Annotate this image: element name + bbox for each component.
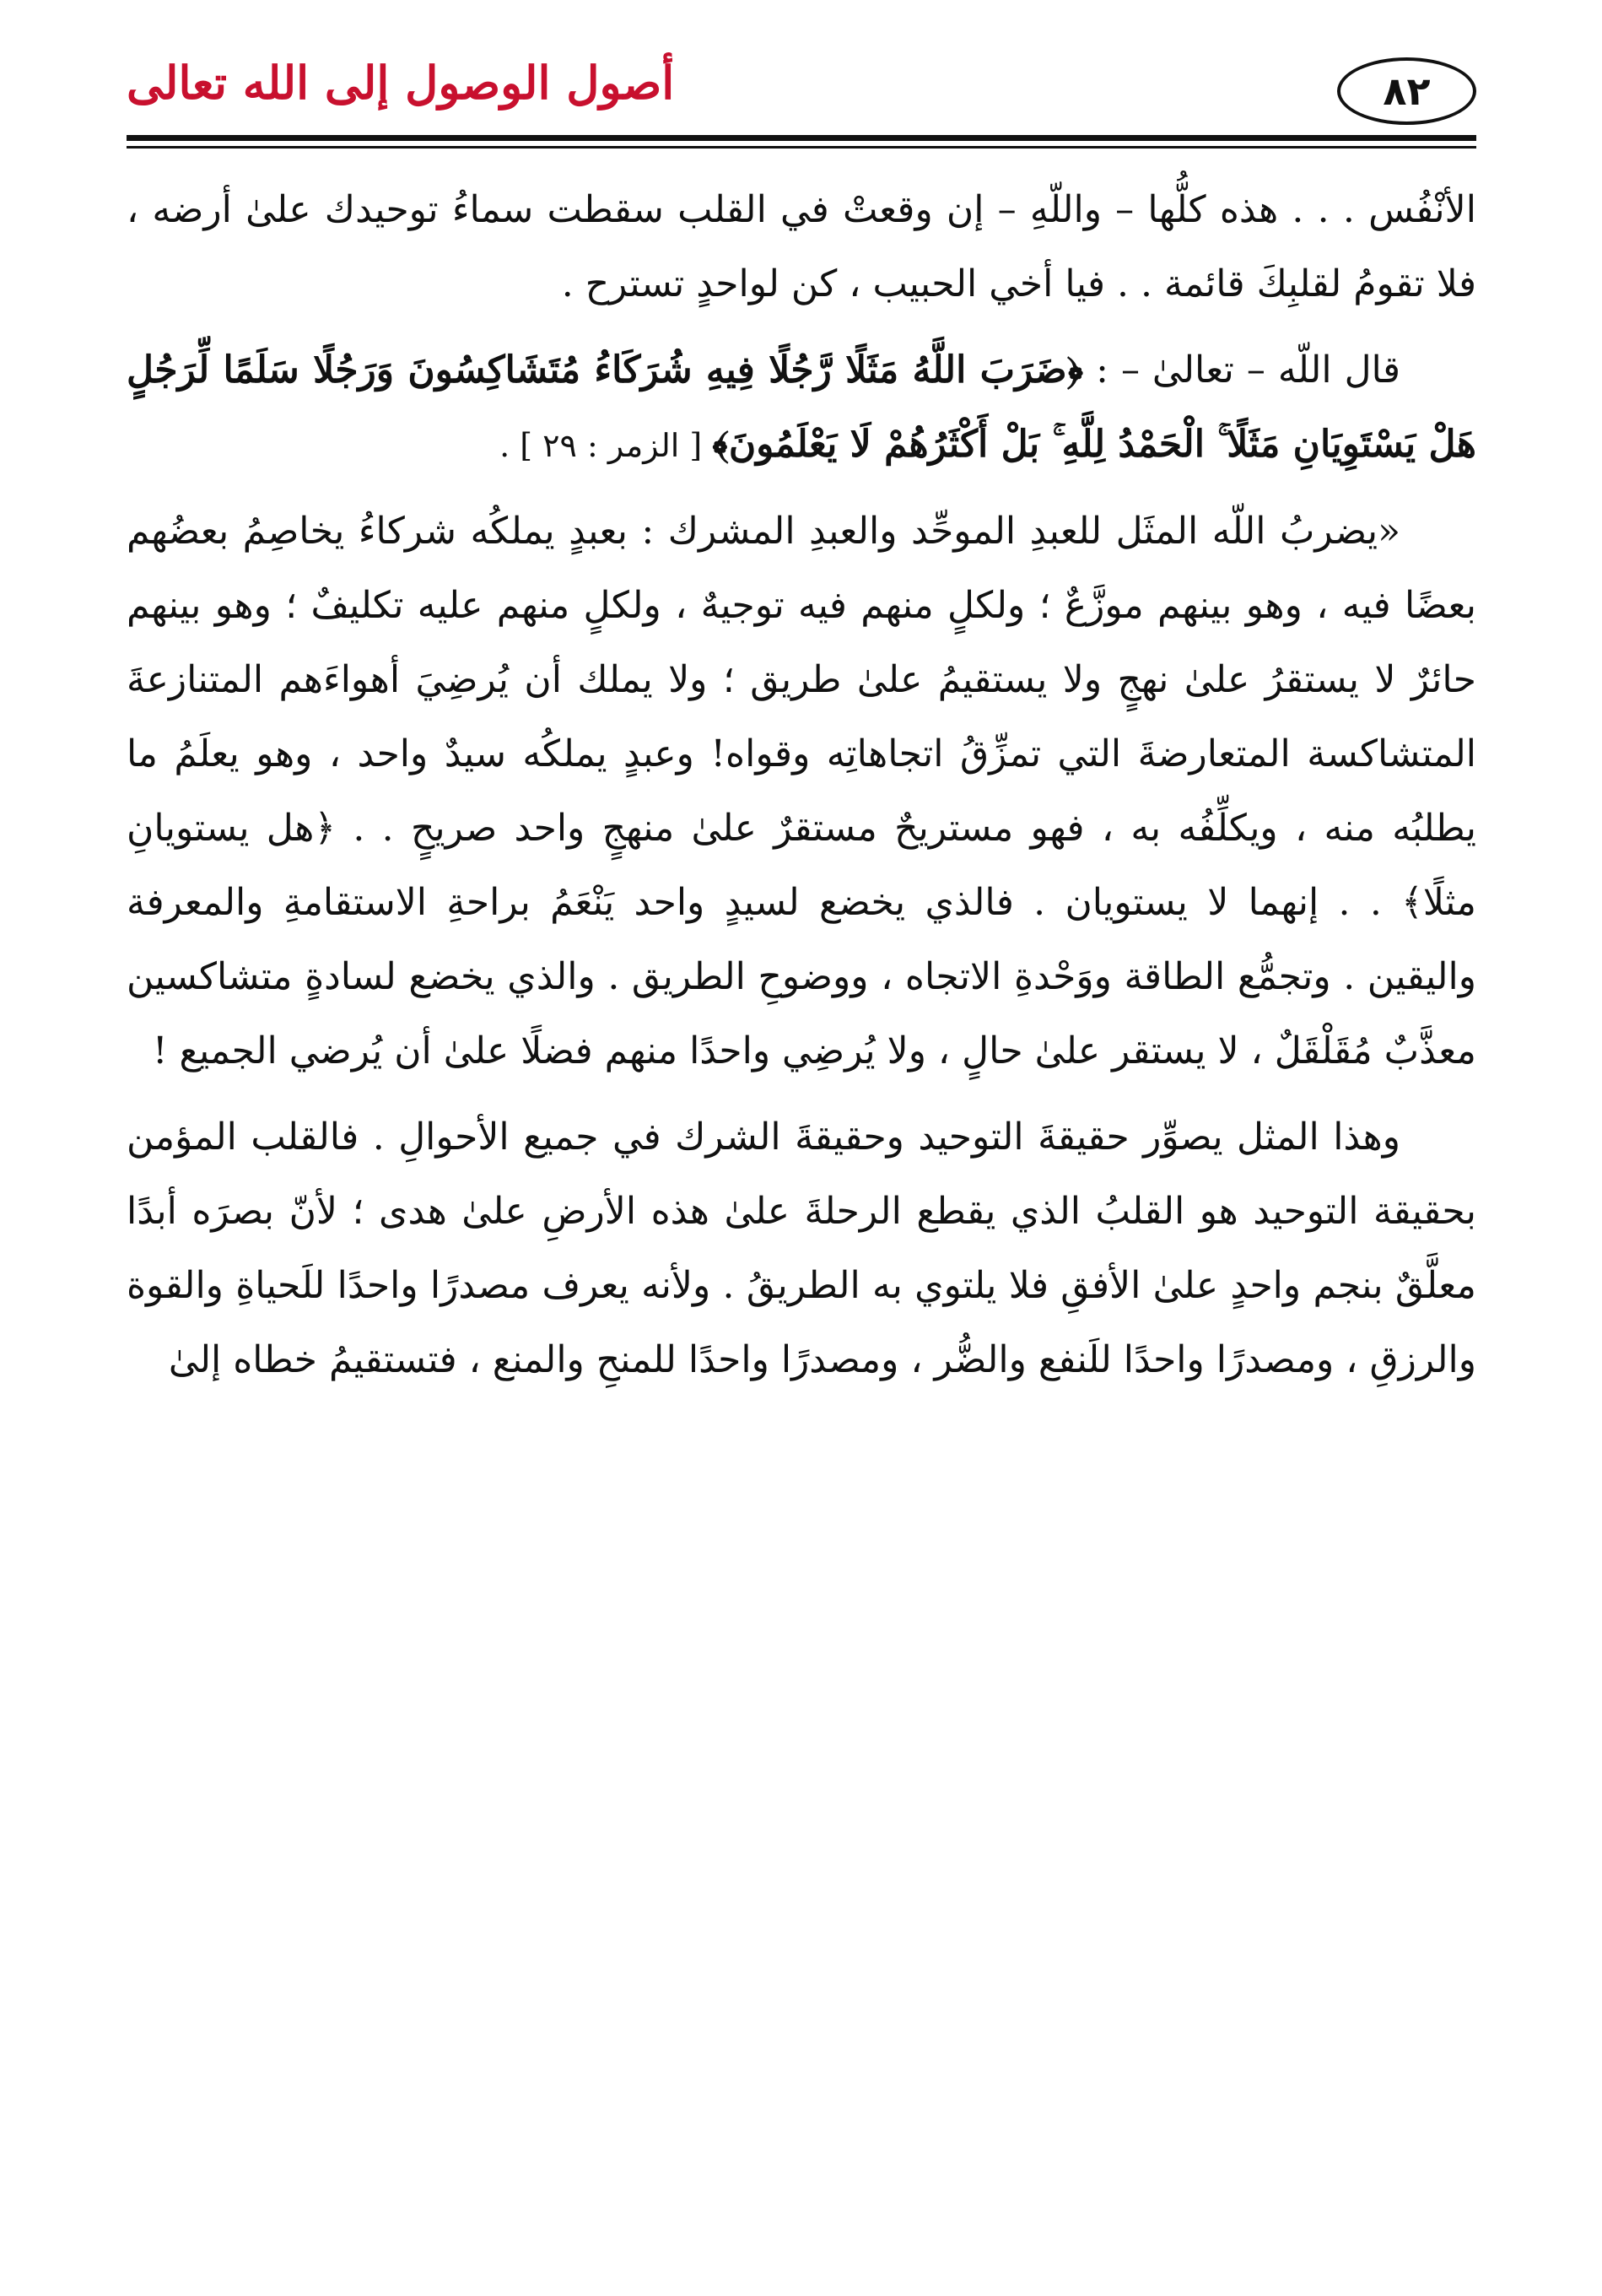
citation-intro: قال اللّه – تعالىٰ – : (1083, 348, 1400, 392)
quran-verse: ﴿ضَرَبَ اللَّهُ مَثَلًا رَّجُلًا فِيهِ شُرَكَاءُ مُتَشَاكِسُونَ وَرَجُلًا سَلَمًا لِّرَجُلٍ هَلْ يَسْتَوِيَانِ مَثَلًا ۚ الْحَمْدُ لِلَّهِ ۚ بَلْ أَكْثَرُهُمْ لَا يَعْلَمُونَ﴾ (127, 348, 1476, 466)
header-rule-thick (127, 135, 1476, 141)
quran-citation-paragraph (127, 333, 1476, 483)
verse-reference: [ الزمر : ٢٩ ] . (499, 427, 713, 464)
page-header (127, 51, 1476, 143)
paragraph: وهذا المثل يصوِّر حقيقةَ التوحيد وحقيقةَ الشرك في جميع الأحوالِ . فالقلب المؤمن بحقيقة التوحيد هو القلبُ الذي يقطع الرحلةَ علىٰ هذه الأرضِ علىٰ هدى ؛ لأنّ بصرَه أبدًا معلَّقٌ بنجم واحدٍ علىٰ الأفقِ فلا يلتوي به الطريقُ . ولأنه يعرف مصدرًا واحدًا للَحياةِ والقوة والرزقِ ، ومصدرًا واحدًا للَنفع والضُّر ، ومصدرًا واحدًا للمنحِ والمنع ، فتستقيمُ خطاه إلىٰ (127, 1116, 1476, 1381)
header-rule-thin (127, 146, 1476, 149)
book-title: أصول الوصول إلى الله تعالى (127, 56, 675, 110)
page-number: ٨٢ (1337, 57, 1476, 125)
paragraph: «يضربُ اللّه المثَل للعبدِ الموحِّد والعبدِ المشرك : بعبدٍ يملكُه شركاءُ يخاصِمُ بعضُهم بعضًا فيه ، وهو بينهم موزَّعٌ ؛ ولكلٍ منهم فيه توجيهٌ ، ولكلٍ منهم عليه تكليفٌ ؛ وهو بينهم حائرٌ لا يستقرُ علىٰ نهجٍ ولا يستقيمُ علىٰ طريق ؛ ولا يملك أن يُرضِيَ أهواءَهم المتنازعةَ المتشاكسة المتعارضةَ التي تمزِّقُ اتجاهاتِه وقواه! وعبدٍ يملكُه سيدٌ واحد ، وهو يعلَمُ ما يطلبُه منه ، ويكلِّفُه به ، فهو مستريحٌ مستقرٌ علىٰ منهجٍ واحد صريحٍ . . ﴿هل يستويانِ مثلًا﴾ . . إنهما لا يستويان . فالذي يخضع لسيدٍ واحد يَنْعَمُ براحةِ الاستقامةِ والمعرفة واليقين . وتجمُّع الطاقة ووَحْدةِ الاتجاه ، ووضوحِ الطريق . والذي يخضع لسادةٍ متشاكسين معذَّبٌ مُقَلْقَلٌ ، لا يستقر علىٰ حالٍ ، ولا يُرضِي واحدًا منهم فضلًا علىٰ أن يُرضي الجميع ! (127, 510, 1476, 1072)
page-body (127, 173, 1476, 1409)
paragraph: الأنْفُس . . . هذه كلُّها – واللّهِ – إن وقعتْ في القلب سقطت سماءُ توحيدك علىٰ أرضه ، فلا تقومُ لقلبِكَ قائمة . . فيا أخي الحبيب ، كن لواحدٍ تسترح . (127, 188, 1476, 305)
